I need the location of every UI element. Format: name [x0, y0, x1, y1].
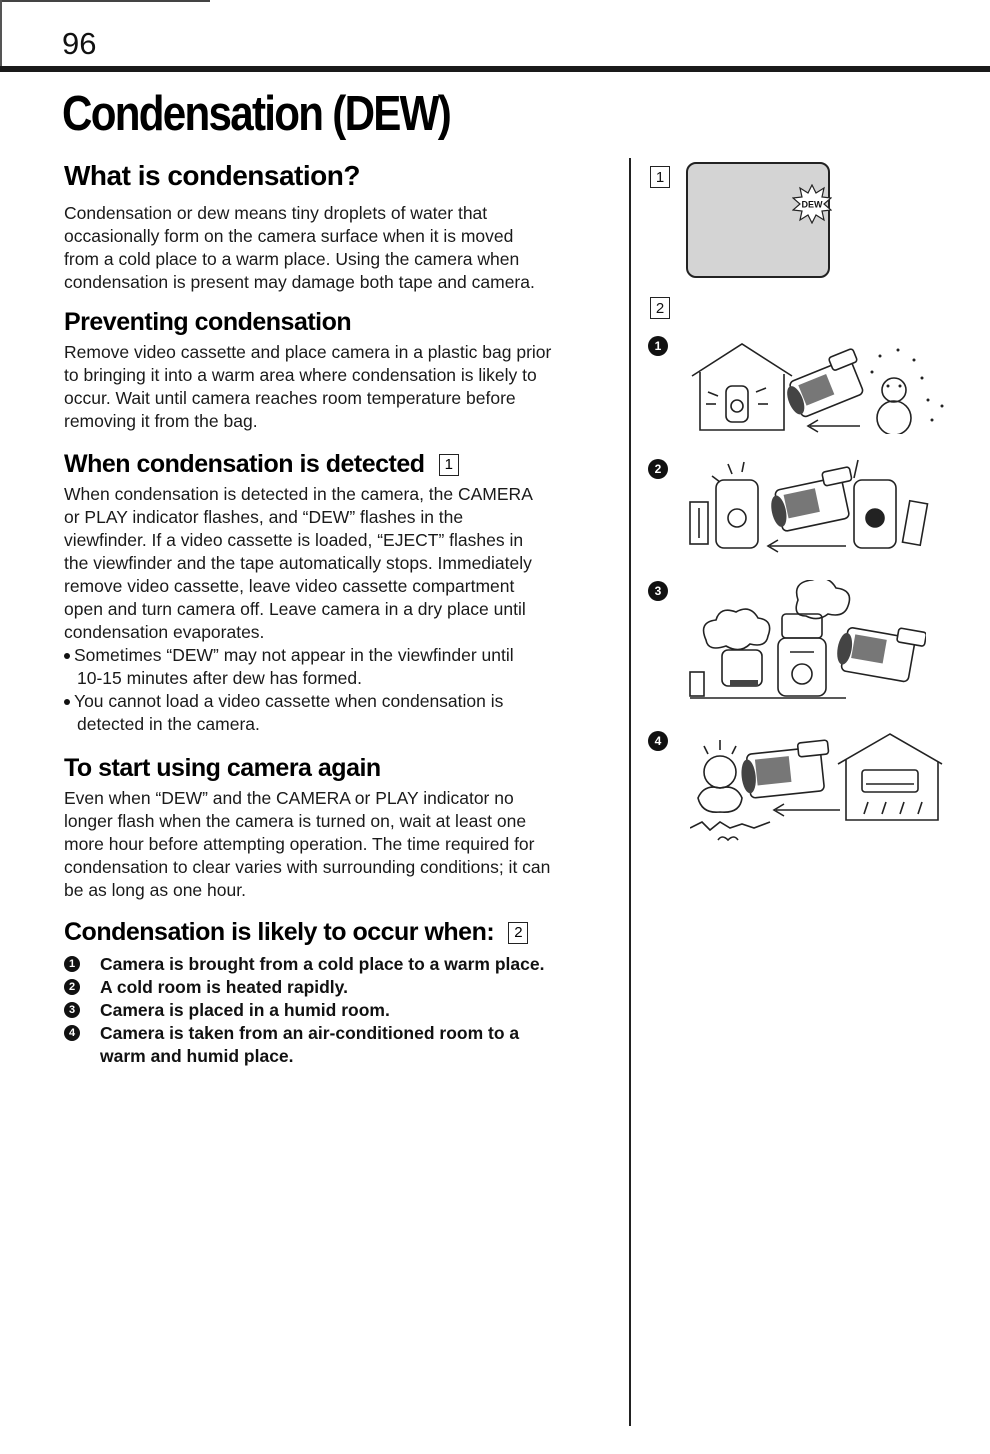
- figure-label-2: 2: [650, 297, 670, 319]
- dew-indicator-text: DEW: [801, 199, 823, 210]
- case-badge-4: 4: [648, 731, 668, 751]
- header-rule: [0, 66, 990, 72]
- figure-label-1: 1: [650, 166, 670, 188]
- section-heading: Preventing condensation: [64, 308, 352, 336]
- condition-item: 2 A cold room is heated rapidly.: [64, 976, 616, 999]
- air-conditioned-illustration: [690, 728, 946, 852]
- page-title: Condensation (DEW): [62, 87, 451, 141]
- section-body: When condensation is detected in the camera, the CAMERA or PLAY indicator flashes, and “DEW” flashes in the viewfinder. If a video cassette is loaded, “EJECT” flashes in the viewfinder and the tape automatically stops. Immediately remove video cassette, leave video cassette compartment open and turn camera off. Leave camera in a dry place until condensation evaporates.: [64, 484, 533, 642]
- section-detected: [64, 450, 616, 736]
- bullet-dot-icon: [64, 699, 70, 705]
- section-body: Even when “DEW” and the CAMERA or PLAY indicator no longer flash when the camera is turned on, wait at least one more hour before attempting operation. The time required for condensation to clear varies with surrounding conditions; it can be as long as one hour.: [64, 788, 551, 900]
- heated-room-illustration: [688, 456, 938, 556]
- section-heading: To start using camera again: [64, 754, 381, 782]
- column-divider: [629, 158, 631, 1426]
- section-heading: What is condensation?: [64, 160, 360, 191]
- section-heading-text: When condensation is detected: [64, 450, 425, 478]
- cold-to-warm-illustration: [688, 334, 948, 434]
- section-heading: [64, 450, 616, 479]
- number-badge-icon: 2: [64, 979, 80, 995]
- case-badge-3: 3: [648, 581, 668, 601]
- section-start-again: [64, 754, 616, 902]
- number-badge-icon: 3: [64, 1002, 80, 1018]
- section-body: Condensation or dew means tiny droplets of water that occasionally form on the camera surface when it is moved from a cold place to a warm place. Using the camera when condensation is present may damage both tape and camera.: [64, 203, 535, 292]
- case-badge-1: 1: [648, 336, 668, 356]
- bullet-dot-icon: [64, 653, 70, 659]
- section-likely: [64, 918, 616, 1068]
- dew-indicator-icon: [792, 184, 832, 224]
- section-what: [64, 160, 616, 294]
- number-badge-icon: 4: [64, 1025, 80, 1041]
- page-edge: [0, 0, 2, 70]
- number-badge-icon: 1: [64, 956, 80, 972]
- bullet-item: You cannot load a video cassette when condensation is detected in the camera.: [64, 690, 616, 736]
- page-number: 96: [62, 26, 97, 61]
- figure-ref-2: 2: [508, 922, 528, 944]
- condition-item: 4 Camera is taken from an air-conditioned room to a warm and humid place.: [64, 1022, 616, 1068]
- case-badge-2: 2: [648, 459, 668, 479]
- condition-item: 3 Camera is placed in a humid room.: [64, 999, 616, 1022]
- section-heading-text: Condensation is likely to occur when:: [64, 918, 495, 946]
- section-body: Remove video cassette and place camera in a plastic bag prior to bringing it into a warm area where condensation is likely to occur. Wait until camera reaches room temperature before removing it from the bag.: [64, 342, 552, 431]
- bullet-item: Sometimes “DEW” may not appear in the viewfinder until 10-15 minutes after dew has formed.: [64, 644, 616, 690]
- condition-item: 1 Camera is brought from a cold place to a warm place.: [64, 953, 616, 976]
- humid-room-illustration: [686, 580, 926, 710]
- condition-list: [64, 953, 616, 1068]
- corner-rule: [0, 0, 210, 2]
- figure-ref-1: 1: [439, 454, 459, 476]
- section-preventing: [64, 308, 616, 433]
- section-heading: [64, 918, 616, 947]
